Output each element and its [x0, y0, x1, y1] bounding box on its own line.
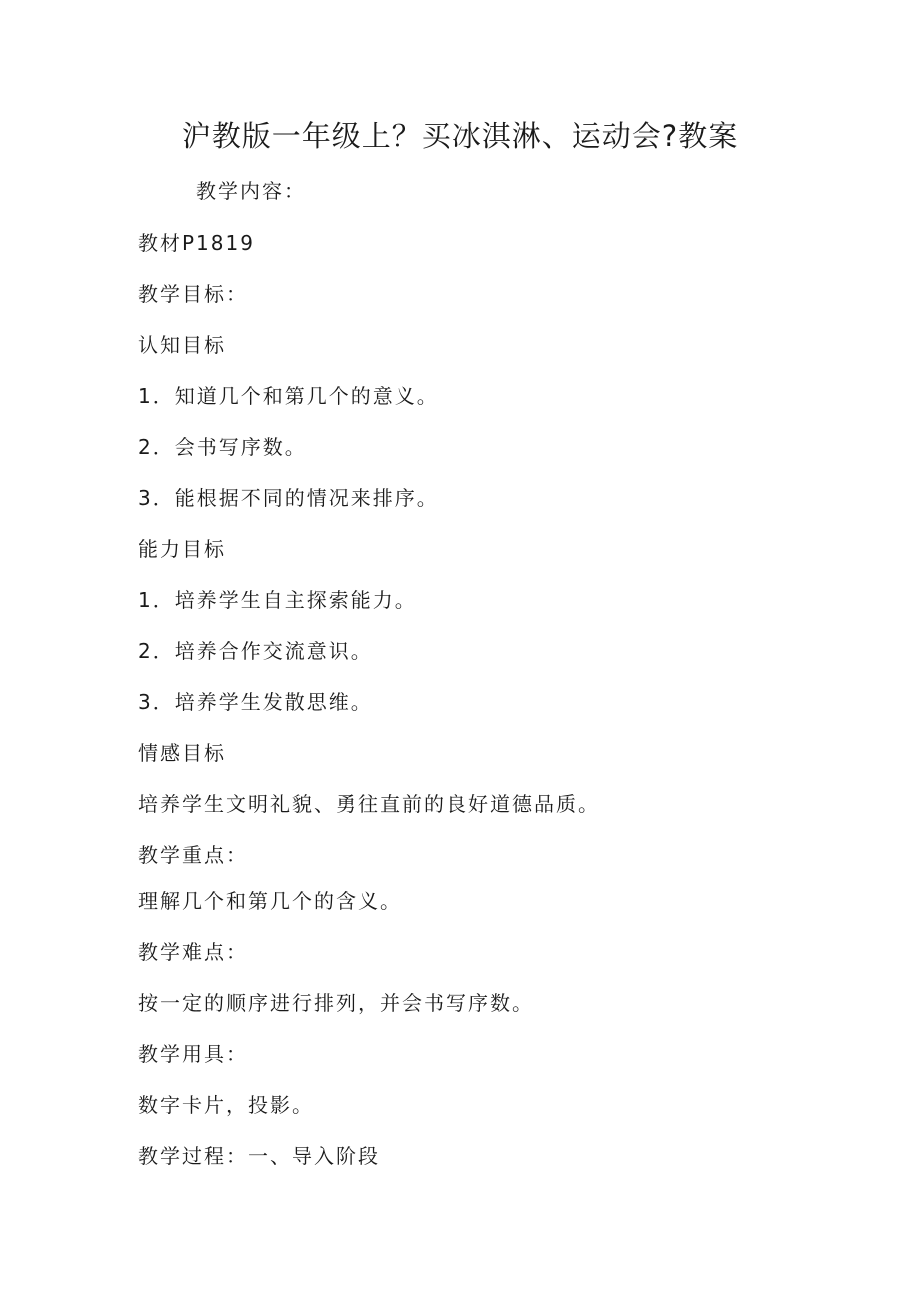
ability-goals-heading: 能力目标	[138, 537, 226, 561]
cognitive-goal-item: 3．能根据不同的情况来排序。	[138, 486, 439, 510]
document-title: 沪教版一年级上？买冰淇淋、运动会?教案	[181, 119, 739, 153]
section-teaching-goals-heading: 教学目标：	[138, 282, 248, 306]
teaching-process-heading: 教学过程：一、导入阶段	[138, 1144, 380, 1168]
difficulties-text: 按一定的顺序进行排列，并会书写序数。	[138, 991, 534, 1015]
ability-goal-item: 2．培养合作交流意识。	[138, 639, 373, 663]
key-points-text: 理解几个和第几个的含义。	[138, 889, 402, 913]
emotional-goal-text: 培养学生文明礼貌、勇往直前的良好道德品质。	[138, 792, 600, 816]
ability-goal-item: 3．培养学生发散思维。	[138, 690, 373, 714]
difficulties-heading: 教学难点：	[138, 940, 248, 964]
emotional-goals-heading: 情感目标	[138, 741, 226, 765]
textbook-pages: 教材P1819	[138, 231, 255, 255]
cognitive-goal-item: 1．知道几个和第几个的意义。	[138, 384, 439, 408]
section-teaching-content-heading: 教学内容：	[196, 179, 306, 203]
cognitive-goal-item: 2．会书写序数。	[138, 435, 307, 459]
teaching-tools-text: 数字卡片，投影。	[138, 1093, 314, 1117]
ability-goal-item: 1．培养学生自主探索能力。	[138, 588, 417, 612]
teaching-tools-heading: 教学用具：	[138, 1042, 248, 1066]
key-points-heading: 教学重点：	[138, 843, 248, 867]
cognitive-goals-heading: 认知目标	[138, 333, 226, 357]
